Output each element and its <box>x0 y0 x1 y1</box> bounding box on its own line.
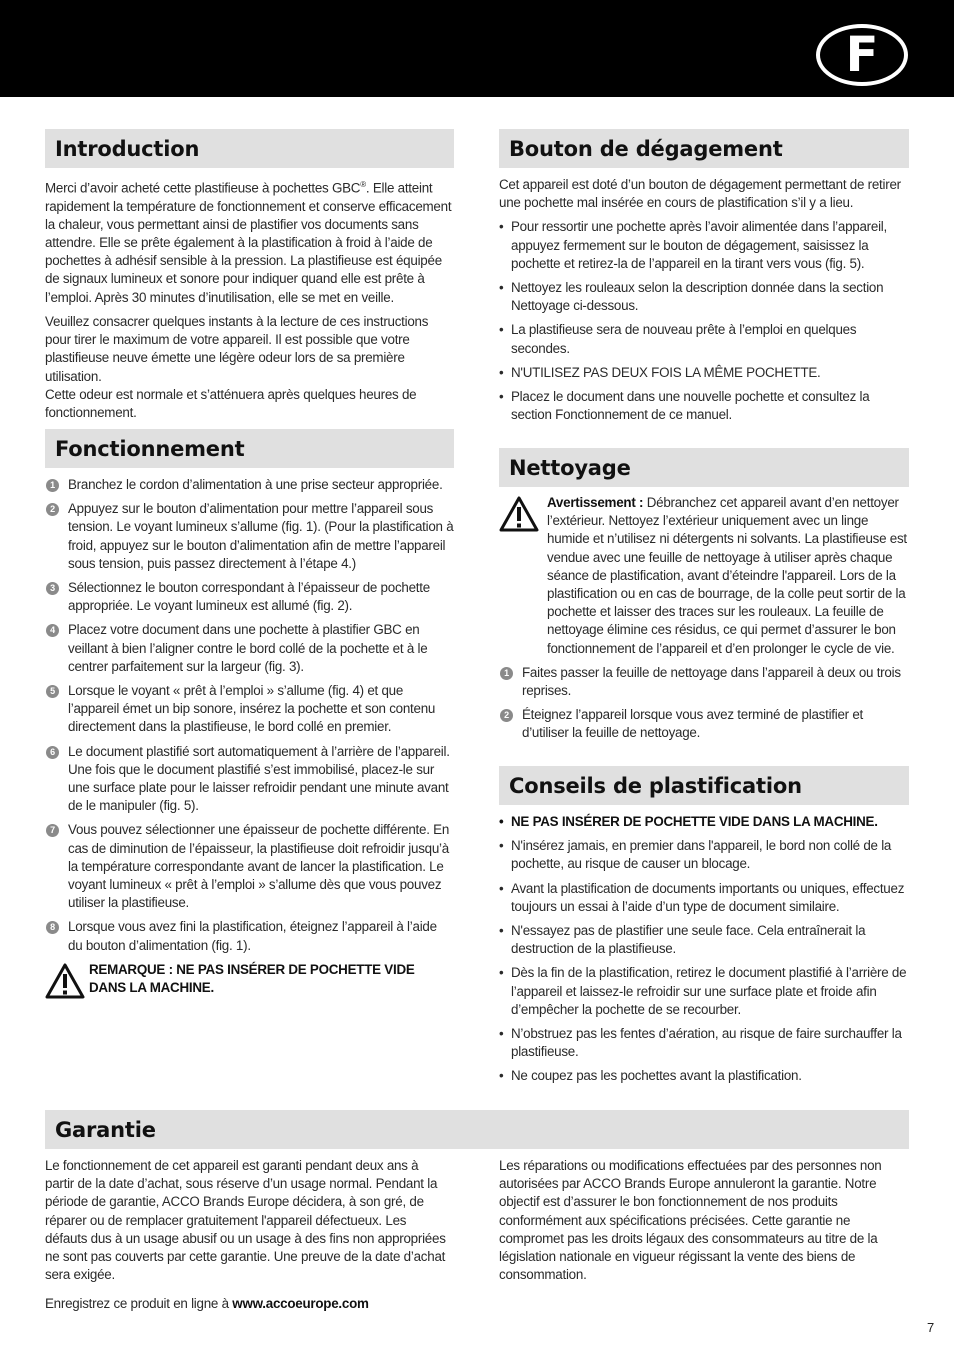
garantie-left-text: Le fonctionnement de cet appareil est garanti pendant deux ans à partir de la date d’achat, sous réserve d’un usage normal. Pendant la période de garantie, ACCO Brands Europe décidera, à son gré, de réparer ou de remplacer gratuitement l'appareil défectueux. Les défauts dus à un usage abusif ou un usage à des fins non appropriées ne sont pas couverts par cette garantie. Une preuve de la date d’achat sera exigée. <box>45 1158 446 1283</box>
list-item: • N’obstruez pas les fentes d’aération, au risque de faire surchauffer la plastifieuse. <box>499 1025 909 1061</box>
list-item: • Nettoyez les rouleaux selon la description donnée dans la section Nettoyage ci-dessous. <box>499 279 909 315</box>
list-item: • Ne coupez pas les pochettes avant la plastification. <box>499 1067 909 1085</box>
warning-label: Avertissement : <box>547 495 644 510</box>
list-item: • Pour ressortir une pochette après l’avoir alimentée dans l’appareil, appuyez fermement sur le bouton de dégagement, saisissez la pochette et retirez-la de l’appareil en la tirant vers vous (fig. 5). <box>499 218 909 273</box>
step-item <box>45 743 454 816</box>
degagement-intro: Cet appareil est doté d’un bouton de dégagement permettant de retirer une pochette mal insérée en cours de plastification s’il y a lieu. <box>499 177 901 211</box>
remark-warning <box>45 961 454 1004</box>
step-item <box>499 706 909 742</box>
step-number: 1 <box>500 667 513 680</box>
step-number: 5 <box>46 685 59 698</box>
introduction-paragraph-2: Veuillez consacrer quelques instants à la lecture de ces instructions pour tirer le maximum de votre appareil. Il est possible que votre plastifieuse neuve émette une légère odeur lors de sa première utilisation. <box>45 313 429 384</box>
conseils-list <box>499 813 909 1086</box>
step-number: 4 <box>46 624 59 637</box>
garantie-title: Garantie <box>55 1117 156 1142</box>
remark-text: REMARQUE : NE PAS INSÉRER DE POCHETTE VIDE DANS LA MACHINE. <box>89 961 415 996</box>
warning-triangle-icon <box>45 961 89 1004</box>
header-bar <box>0 0 954 97</box>
warning-body: Débranchez cet appareil avant d’en nettoyer l’extérieur. Nettoyez l’extérieur uniquement avec un linge humide et n’utilisez ni détergents ni solvants. La plastifieuse est vendue avec une feuille de nettoyage à utiliser après chaque séance de plastification, avant d’éteindre l'appareil. Lors de la plastification ou en cas de bourrage, de la colle peut sortir de la pochette et laisser des traces sur les rouleaux. La feuille de nettoyage élimine ces résidus, ce qui permet d’assurer le bon fonctionnement de l’appareil et d’en prolonger le cycle de vie. <box>547 495 907 656</box>
step-number: 7 <box>46 824 59 837</box>
garantie-left-column <box>45 1157 450 1314</box>
step-text: Lorsque vous avez fini la plastification, éteignez l’appareil à l’aide du bouton d’alimentation (fig. 1). <box>68 919 437 953</box>
list-item: • N'insérez jamais, en premier dans l'appareil, le bord non collé de la pochette, au risque de causer un blocage. <box>499 837 909 873</box>
garantie-right-column <box>499 1157 909 1314</box>
nettoyage-title: Nettoyage <box>509 455 631 480</box>
step-number: 6 <box>46 746 59 759</box>
fonctionnement-section <box>45 429 454 1004</box>
step-text: Appuyez sur le bouton d’alimentation pour mettre l’appareil sous tension. Le voyant lumineux s’allume (fig. 1). (Pour la plastification à froid, appuyez sur le bouton d’alimentation afin de mettre l’appareil sous tension, puis passez directement à l’étape 4.) <box>68 501 454 571</box>
step-number: 3 <box>46 582 59 595</box>
list-item: • N'UTILISEZ PAS DEUX FOIS LA MÊME POCHETTE. <box>499 364 909 382</box>
step-text: Éteignez l’appareil lorsque vous avez terminé de plastifier et d’utiliser la feuille de nettoyage. <box>522 707 864 741</box>
garantie-columns <box>45 1157 909 1314</box>
fonctionnement-steps <box>45 476 454 955</box>
step-item <box>499 664 909 700</box>
step-item <box>45 821 454 912</box>
step-item <box>45 476 454 494</box>
step-item <box>45 579 454 615</box>
step-text: Branchez le cordon d’alimentation à une prise secteur appropriée. <box>68 477 443 492</box>
language-letter: F <box>845 27 879 83</box>
degagement-heading-bar <box>499 129 909 168</box>
intro-p1-end: . Elle atteint rapidement la température de fonctionnement et conserve efficacement la chaleur, vous permettant ainsi de plastifier vos documents sans attendre. Elle se prête également à la plastification à froid à l’aide de pochettes à adhésif sensible à la pression. La plastifieuse est équipée de signaux lumineux et sonore pour indiquer quand elle est prête à l’emploi. Après 30 minutes d’inutilisation, elle se met en veille. <box>45 180 452 305</box>
introduction-paragraph-3: Cette odeur est normale et s’atténuera après quelques heures de fonctionnement. <box>45 386 417 420</box>
introduction-heading-bar <box>45 129 454 168</box>
register-link[interactable]: www.accoeurope.com <box>232 1296 369 1312</box>
fonctionnement-heading-bar <box>45 429 454 468</box>
step-number: 2 <box>500 709 513 722</box>
introduction-title: Introduction <box>55 136 200 161</box>
step-item <box>45 500 454 573</box>
nettoyage-steps <box>499 664 909 743</box>
fonctionnement-title: Fonctionnement <box>55 436 245 461</box>
list-item: • N'essayez pas de plastifier une seule face. Cela entraînerait la destruction de la plastifieuse. <box>499 922 909 958</box>
step-text: Le document plastifié sort automatiquement à l’arrière de l’appareil. Une fois que le document plastifié s’est immobilisé, placez-le sur une surface plate pour le laisser refroidir pendant une minute avant de le manipuler (fig. 5). <box>68 743 450 814</box>
step-text: Vous pouvez sélectionner une épaisseur de pochette différente. En cas de diminution de l’épaisseur, la plastifieuse doit refroidir jusqu’à la température correspondante avant de lancer la plastification. Le voyant lumineux « prêt à l’emploi » s’allume dès que vous pouvez utiliser la plastifieuse. <box>68 822 450 911</box>
step-number: 1 <box>46 479 59 492</box>
list-item-emphasis: • NE PAS INSÉRER DE POCHETTE VIDE DANS LA MACHINE. <box>499 813 909 831</box>
degagement-section <box>499 129 909 430</box>
list-item: • Placez le document dans une nouvelle pochette et consultez la section Fonctionnement de ce manuel. <box>499 388 909 424</box>
list-item: • Avant la plastification de documents importants ou uniques, effectuez toujours un essai à l’aide d’un type de document similaire. <box>499 880 909 916</box>
garantie-section <box>45 1110 909 1314</box>
warning-triangle-icon <box>499 494 547 658</box>
conseils-heading-bar <box>499 766 909 805</box>
nettoyage-heading-bar <box>499 448 909 487</box>
step-text: Faites passer la feuille de nettoyage dans l’appareil à deux ou trois reprises. <box>522 664 901 699</box>
register-text: Enregistrez ce produit en ligne à <box>45 1296 233 1312</box>
garantie-heading-bar <box>45 1110 909 1149</box>
introduction-section <box>45 129 454 422</box>
step-text: Placez votre document dans une pochette à plastifier GBC en veillant à bien l’aligner contre le bord collé de la pochette et à le centrer parfaitement sur la largeur (fig. 3). <box>68 622 428 674</box>
conseils-title: Conseils de plastification <box>509 773 802 798</box>
nettoyage-section <box>499 448 909 749</box>
step-text: Sélectionnez le bouton correspondant à l’épaisseur de pochette appropriée. Le voyant lumineux est allumé (fig. 2). <box>68 580 430 614</box>
intro-p1-start: Merci d’avoir acheté cette plastifieuse à pochettes GBC <box>45 180 361 196</box>
step-number: 8 <box>46 921 59 934</box>
register-line <box>45 1295 450 1313</box>
introduction-paragraph-1 <box>45 176 454 307</box>
page-number: 7 <box>927 1320 935 1335</box>
conseils-section <box>499 766 909 1092</box>
degagement-title: Bouton de dégagement <box>509 136 783 161</box>
language-badge <box>816 24 908 86</box>
step-item <box>45 621 454 676</box>
cleaning-warning-text <box>547 494 909 658</box>
step-item <box>45 682 454 737</box>
list-item: • Dès la fin de la plastification, retirez le document plastifié à l’arrière de l’appareil et laissez-le refroidir sur une surface plate et froide afin d’empêcher la pochette de se recourber. <box>499 964 909 1019</box>
registered-mark: ® <box>360 180 366 189</box>
degagement-list <box>499 218 909 424</box>
step-text: Lorsque le voyant « prêt à l’emploi » s’allume (fig. 4) et que l’appareil émet un bip sonore, insérez la pochette et son contenu directement dans la plastifieuse, le bord collé en premier. <box>68 683 436 735</box>
garantie-right-text: Les réparations ou modifications effectuées par des personnes non autorisées par ACCO Brands Europe annuleront la garantie. Notre objectif est d’assurer le bon fonctionnement de nos produits conformément aux spécifications précisées. Cette garantie ne compromet pas les droits légaux des consommateurs au titre de la législation nationale en vigueur régissant la vente des biens de consommation. <box>499 1158 882 1283</box>
list-item: • La plastifieuse sera de nouveau prête à l’emploi en quelques secondes. <box>499 321 909 357</box>
cleaning-warning <box>499 494 909 658</box>
step-item <box>45 918 454 954</box>
step-number: 2 <box>46 503 59 516</box>
